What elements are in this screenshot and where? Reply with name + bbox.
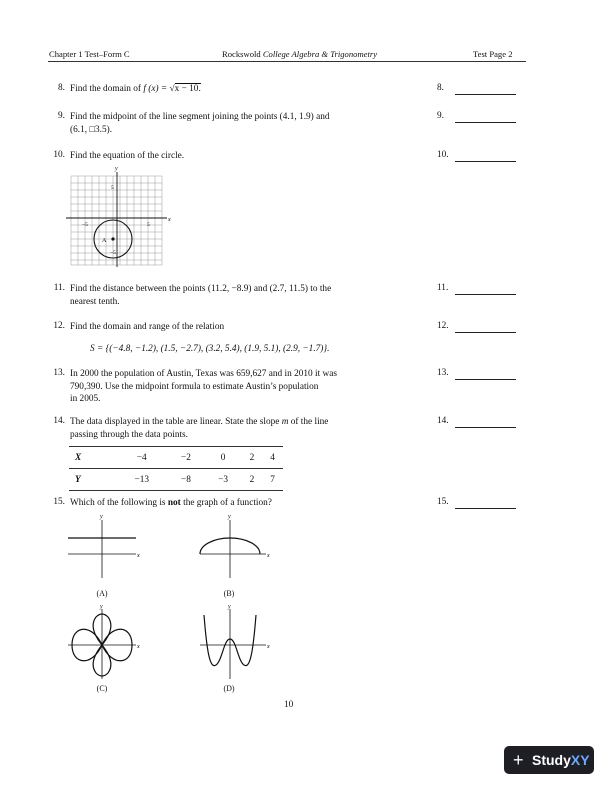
tick-neg-x: −5 bbox=[82, 222, 88, 228]
data-table bbox=[69, 446, 283, 491]
header-chapter: Chapter 1 Test–Form C bbox=[49, 49, 130, 59]
q14-answer-number: 14. bbox=[437, 416, 449, 426]
table-cell: −3 bbox=[205, 469, 242, 491]
badge-text: StudyXY bbox=[532, 752, 590, 768]
option-a-graph bbox=[64, 512, 144, 582]
q13-text: In 2000 the population of Austin, Texas was 659,627 and in 2010 it was 790,390. Use the midpoint formula to estimate Austin’s population in 2005. bbox=[70, 369, 337, 405]
q11-answer-blank[interactable] bbox=[455, 283, 516, 295]
circle-graph-y-label: y bbox=[115, 166, 118, 172]
table-row bbox=[69, 469, 283, 491]
table-cell: 4 bbox=[262, 447, 283, 469]
q10-answer-blank[interactable] bbox=[455, 150, 516, 162]
option-b-x-label: x bbox=[267, 553, 270, 559]
option-b-graph bbox=[196, 512, 276, 582]
table-cell: 2 bbox=[242, 469, 263, 491]
table-cell: 2 bbox=[242, 447, 263, 469]
option-d-graph bbox=[196, 603, 276, 681]
option-b-y-label: y bbox=[228, 514, 231, 520]
table-label-y: Y bbox=[69, 469, 116, 491]
q12-number: 12. bbox=[53, 321, 65, 331]
table-cell: −8 bbox=[167, 469, 204, 491]
q14-text: The data displayed in the table are linear. State the slope m of the line passing through the data points. bbox=[70, 417, 329, 440]
tick-neg-y: −5 bbox=[110, 250, 116, 256]
center-point bbox=[111, 237, 114, 240]
header-book: Rockswold College Algebra & Trigonometry bbox=[222, 49, 378, 59]
q8-answer-number: 8. bbox=[437, 83, 444, 93]
q13-answer-number: 13. bbox=[437, 368, 449, 378]
q14-number: 14. bbox=[53, 416, 65, 426]
studyxy-badge[interactable] bbox=[504, 746, 594, 774]
table-cell: 7 bbox=[262, 469, 283, 491]
q10-number: 10. bbox=[53, 150, 65, 160]
table-cell: 0 bbox=[205, 447, 242, 469]
option-a-label: (A) bbox=[96, 589, 108, 598]
q12-answer-blank[interactable] bbox=[455, 321, 516, 333]
option-d-y-label: y bbox=[228, 604, 231, 610]
q10-answer-number: 10. bbox=[437, 150, 449, 160]
q15-number: 15. bbox=[53, 497, 65, 507]
q9-number: 9. bbox=[58, 111, 65, 121]
option-c-x-label: x bbox=[137, 644, 140, 650]
q9-answer-blank[interactable] bbox=[455, 111, 516, 123]
q9-text: Find the midpoint of the line segment joining the points (4.1, 1.9) and (6.1, □3.5). bbox=[70, 112, 330, 135]
option-b-label: (B) bbox=[223, 589, 235, 598]
q14-answer-blank[interactable] bbox=[455, 416, 516, 428]
q15-text: Which of the following is not the graph of a function? bbox=[70, 498, 272, 508]
q10-text: Find the equation of the circle. bbox=[70, 151, 185, 161]
q13-answer-blank[interactable] bbox=[455, 368, 516, 380]
q12-text: Find the domain and range of the relation bbox=[70, 322, 225, 332]
q15-answer-blank[interactable] bbox=[455, 497, 516, 509]
center-label: A bbox=[102, 238, 107, 244]
table-row bbox=[69, 447, 283, 469]
q12-set: S = {(−4.8, −1.2), (1.5, −2.7), (3.2, 5.4), (1.9, 5.1), (2.9, −1.7)}. bbox=[90, 344, 330, 354]
plus-icon: + bbox=[513, 750, 524, 770]
q11-answer-number: 11. bbox=[437, 283, 449, 293]
circle-graph-x-label: x bbox=[168, 217, 171, 223]
q8-answer-blank[interactable] bbox=[455, 83, 516, 95]
q8-number: 8. bbox=[58, 83, 65, 93]
table-cell: −13 bbox=[116, 469, 167, 491]
table-cell: −4 bbox=[116, 447, 167, 469]
q13-number: 13. bbox=[53, 368, 65, 378]
tick-pos-x: 5 bbox=[147, 222, 150, 228]
option-d-x-label: x bbox=[267, 644, 270, 650]
tick-pos-y: 5 bbox=[111, 185, 114, 191]
page-number: 10 bbox=[284, 700, 294, 710]
q15-answer-number: 15. bbox=[437, 497, 449, 507]
q8-text: Find the domain of f (x) = √x − 10. bbox=[70, 84, 201, 94]
option-c-y-label: y bbox=[100, 604, 103, 610]
option-a-x-label: x bbox=[137, 553, 140, 559]
header-rule bbox=[48, 61, 526, 62]
table-cell: −2 bbox=[167, 447, 204, 469]
option-c-graph bbox=[64, 603, 144, 681]
option-c-label: (C) bbox=[96, 684, 108, 693]
q11-text: Find the distance between the points (11.2, −8.9) and (2.7, 11.5) to the nearest tenth. bbox=[70, 284, 332, 307]
q9-answer-number: 9. bbox=[437, 111, 444, 121]
option-a-y-label: y bbox=[100, 514, 103, 520]
option-d-label: (D) bbox=[223, 684, 235, 693]
table-label-x: X bbox=[69, 447, 116, 469]
q11-number: 11. bbox=[53, 283, 65, 293]
header-page: Test Page 2 bbox=[473, 49, 513, 59]
q12-answer-number: 12. bbox=[437, 321, 449, 331]
circle-graph bbox=[64, 162, 176, 270]
